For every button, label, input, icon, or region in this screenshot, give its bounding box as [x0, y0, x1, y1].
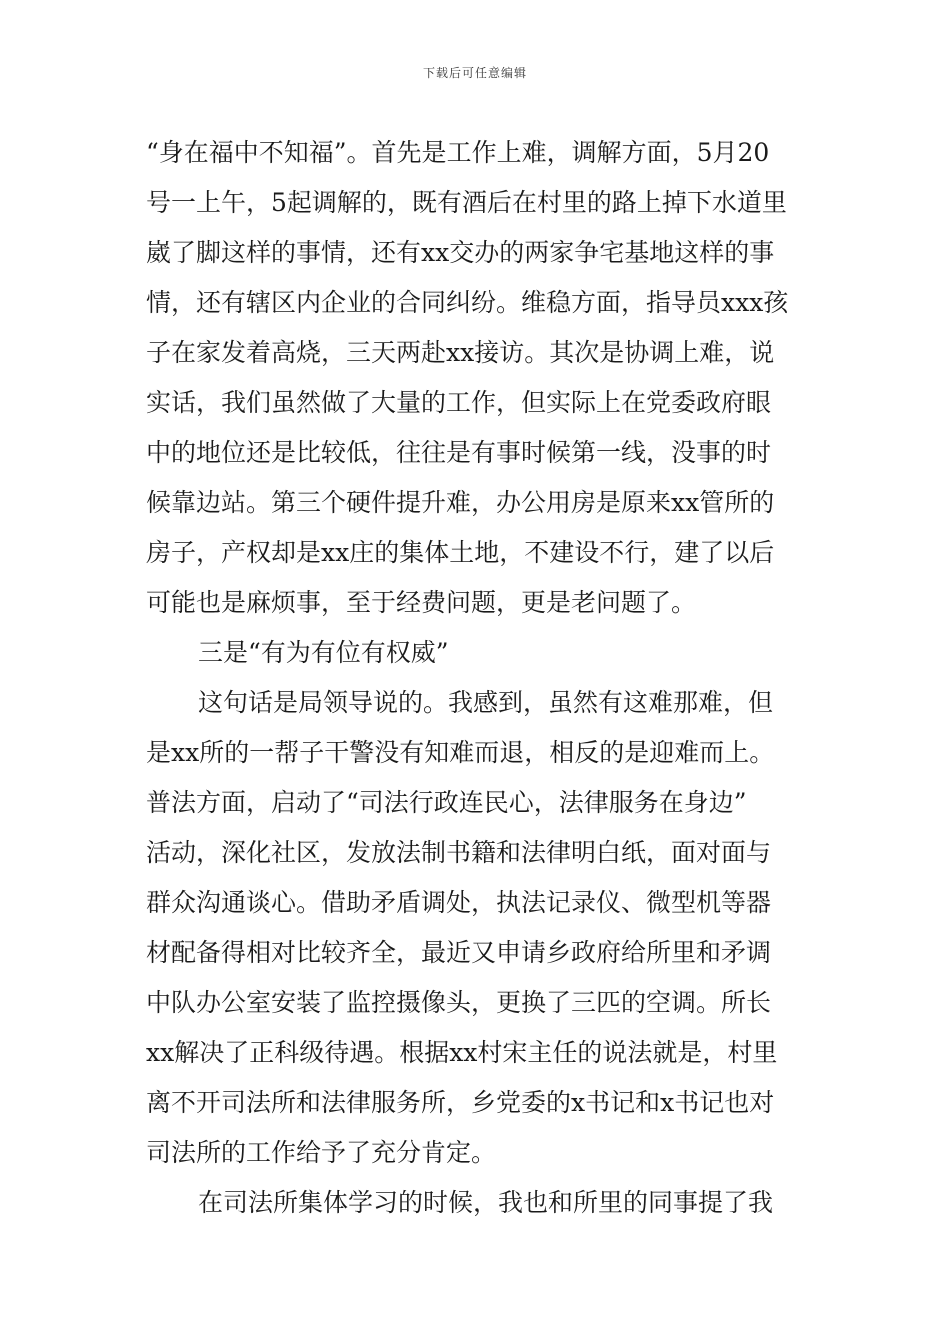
text-line: 群众沟通谈心。借助矛盾调处，执法记录仪、微型机等器	[146, 888, 772, 917]
text-line: 崴了脚这样的事情，还有xx交办的两家争宅基地这样的事	[146, 238, 775, 267]
text-line: 房子，产权却是xx庄的集体土地，不建设不行，建了以后	[146, 538, 775, 567]
text-line: 子在家发着高烧，三天两赴xx接访。其次是协调上难，说	[146, 338, 775, 367]
text-line: 活动，深化社区，发放法制书籍和法律明白纸，面对面与	[146, 838, 772, 867]
text-line: 材配备得相对比较齐全，最近又申请乡政府给所里和矛调	[146, 938, 772, 967]
text-line: 是xx所的一帮子干警没有知难而退，相反的是迎难而上。	[146, 738, 775, 767]
text-line: 在司法所集体学习的时候，我也和所里的同事提了我	[198, 1188, 774, 1217]
text-line: 三是“有为有位有权威”	[198, 638, 449, 667]
text-line: 号一上午，5起调解的，既有酒后在村里的路上掉下水道里	[146, 188, 787, 217]
text-line: 候靠边站。第三个硬件提升难，办公用房是原来xx管所的	[146, 488, 775, 517]
document-body	[146, 128, 810, 1228]
text-line: “身在福中不知福”。首先是工作上难，调解方面，5月20	[146, 138, 770, 167]
text-line: 普法方面，启动了“司法行政连民心，法律服务在身边”	[146, 788, 747, 817]
text-line: xx解决了正科级待遇。根据xx村宋主任的说法就是，村里	[146, 1038, 778, 1067]
text-line: 中队办公室安装了监控摄像头，更换了三匹的空调。所长	[146, 988, 772, 1017]
text-line: 中的地位还是比较低，往往是有事时候第一线，没事的时	[146, 438, 772, 467]
text-line: 实话，我们虽然做了大量的工作，但实际上在党委政府眼	[146, 388, 772, 417]
text-line: 可能也是麻烦事，至于经费问题，更是老问题了。	[146, 588, 697, 617]
text-line: 司法所的工作给予了充分肯定。	[146, 1138, 497, 1167]
page-header: 下载后可任意编辑	[422, 66, 527, 80]
text-line: 离不开司法所和法律服务所，乡党委的x书记和x书记也对	[146, 1088, 775, 1117]
text-line: 情，还有辖区内企业的合同纠纷。维稳方面，指导员xxx孩	[146, 288, 789, 317]
text-line: 这句话是局领导说的。我感到，虽然有这难那难，但	[198, 688, 774, 717]
